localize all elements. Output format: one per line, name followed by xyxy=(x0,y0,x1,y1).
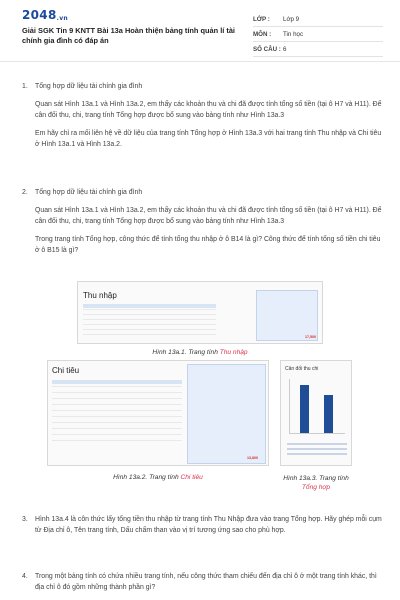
meta-value: Tin học xyxy=(283,30,304,38)
sheet-header-row xyxy=(83,304,216,308)
chart-bar-expense xyxy=(324,395,333,433)
summary-panel xyxy=(187,364,266,464)
figure-thu-nhap-sheet xyxy=(77,281,323,344)
caption-prefix: Hình 13a.1. Trang tính xyxy=(152,349,218,356)
meta-row-subject xyxy=(253,27,383,42)
question-paragraph: Quan sát Hình 13a.1 và Hình 13a.2, em thấy các khoản thu và chi đã được tính tổng số tiền (tại ô H7 và H11). Để cân đối thu, chi, trang tính Tổng hợp được bổ sung vào bảng tính như Hình 13a.3 xyxy=(35,101,382,119)
caption-highlight: Chi tiêu xyxy=(180,474,203,481)
caption-highlight: Tổng hợp xyxy=(301,484,331,491)
sheet-row xyxy=(83,309,216,313)
meta-value: 6 xyxy=(283,45,287,53)
sheet-row xyxy=(83,329,216,333)
sheet-row xyxy=(52,416,182,420)
meta-key: MÔN : xyxy=(253,30,272,38)
table-line xyxy=(287,443,347,445)
page-header xyxy=(0,0,400,62)
site-logo[interactable] xyxy=(22,8,68,22)
caption-highlight: Thu nhập xyxy=(219,349,248,356)
question-number: 2. xyxy=(22,189,28,196)
question-paragraph: Trong một bảng tính có chứa nhiều trang tính, nếu công thức tham chiếu đến địa chỉ ô ở một trang tính khác, thì địa chỉ ô đó gồm những thành phần gì? xyxy=(35,573,377,591)
chart-plot-area xyxy=(289,379,345,434)
question-title: Tổng hợp dữ liệu tài chính gia đình xyxy=(35,83,143,90)
logo-suffix: .vn xyxy=(56,15,68,22)
sheet-row xyxy=(83,324,216,328)
meta-table xyxy=(253,12,383,57)
summary-total-value: 17,500 xyxy=(305,335,316,339)
meta-key: SỐ CÂU : xyxy=(253,45,281,53)
sheet-row xyxy=(52,434,182,438)
table-line xyxy=(287,453,347,455)
question-paragraph: Quan sát Hình 13a.1 và Hình 13a.2, em thấy các khoản thu và chi đã được tính tổng số tiền (tại ô H7 và H11). Để cân đối thu, chi, trang tính Tổng hợp được bổ sung vào bảng tính như Hình 13a.3 xyxy=(35,207,382,225)
question-number: 1. xyxy=(22,83,28,90)
sheet-header-row xyxy=(52,380,182,384)
sheet-row xyxy=(52,404,182,408)
figure-caption xyxy=(280,474,352,492)
sheet-row xyxy=(52,386,182,390)
meta-row-class xyxy=(253,12,383,27)
summary-total-value: 13,800 xyxy=(247,456,258,460)
sheet-row xyxy=(52,422,182,426)
question-paragraph: Trong trang tính Tổng hợp, công thức để tính tổng thu nhập ở ô B14 là gì? Công thức để tính tổng số tiền chi tiêu ở ô B15 là gì? xyxy=(35,236,381,254)
chart-bar-income xyxy=(300,385,309,433)
meta-key: LỚP : xyxy=(253,15,270,23)
meta-value: Lớp 9 xyxy=(283,15,300,23)
question-4 xyxy=(22,571,382,600)
sheet-title: Thu nhập xyxy=(83,291,117,300)
sheet-row xyxy=(52,398,182,402)
page-title: Giải SGK Tin 9 KNTT Bài 13a Hoàn thiện bảng tính quản lí tài chính gia đình có đáp án xyxy=(22,26,235,45)
sheet-row xyxy=(83,334,216,338)
chart-title: Cân đối thu chi xyxy=(285,366,319,372)
figure-chi-tieu-sheet xyxy=(47,360,269,466)
sheet-row xyxy=(83,314,216,318)
sheet-row xyxy=(52,440,182,444)
question-number: 4. xyxy=(22,573,28,580)
question-3 xyxy=(22,514,382,543)
caption-prefix: Hình 13a.3. Trang tính xyxy=(283,475,349,482)
question-1 xyxy=(22,81,382,157)
figure-caption xyxy=(77,349,323,356)
logo-text: 2048 xyxy=(22,8,57,22)
question-title: Tổng hợp dữ liệu tài chính gia đình xyxy=(35,189,143,196)
sheet-row xyxy=(52,410,182,414)
figure-caption xyxy=(47,474,269,481)
sheet-row xyxy=(52,392,182,396)
meta-row-count xyxy=(253,42,383,57)
question-number: 3. xyxy=(22,516,28,523)
figure-tong-hop-chart xyxy=(280,360,352,466)
question-2 xyxy=(22,187,382,263)
sheet-row xyxy=(52,428,182,432)
table-line xyxy=(287,448,347,450)
sheet-title: Chi tiêu xyxy=(52,366,80,375)
question-paragraph: Em hãy chỉ ra mối liên hệ về dữ liệu của trang tính Tổng hợp ở Hình 13a.3 với hai trang tính Thu nhập và Chi tiêu ở Hình 13a.1 và Hình 13a.2. xyxy=(35,130,382,148)
caption-prefix: Hình 13a.2. Trang tính xyxy=(113,474,179,481)
summary-panel xyxy=(256,290,318,341)
sheet-row xyxy=(83,319,216,323)
question-paragraph: Hình 13a.4 là côn thức lấy tổng tiền thu nhập từ trang tính Thu Nhập đưa vào trang Tổng hợp. Hãy ghép mỗi cụm từ Địa chỉ ô, Tên trang tính, Dấu chấm than vào vị trí tương ứng sao cho phù hợp. xyxy=(35,516,382,534)
